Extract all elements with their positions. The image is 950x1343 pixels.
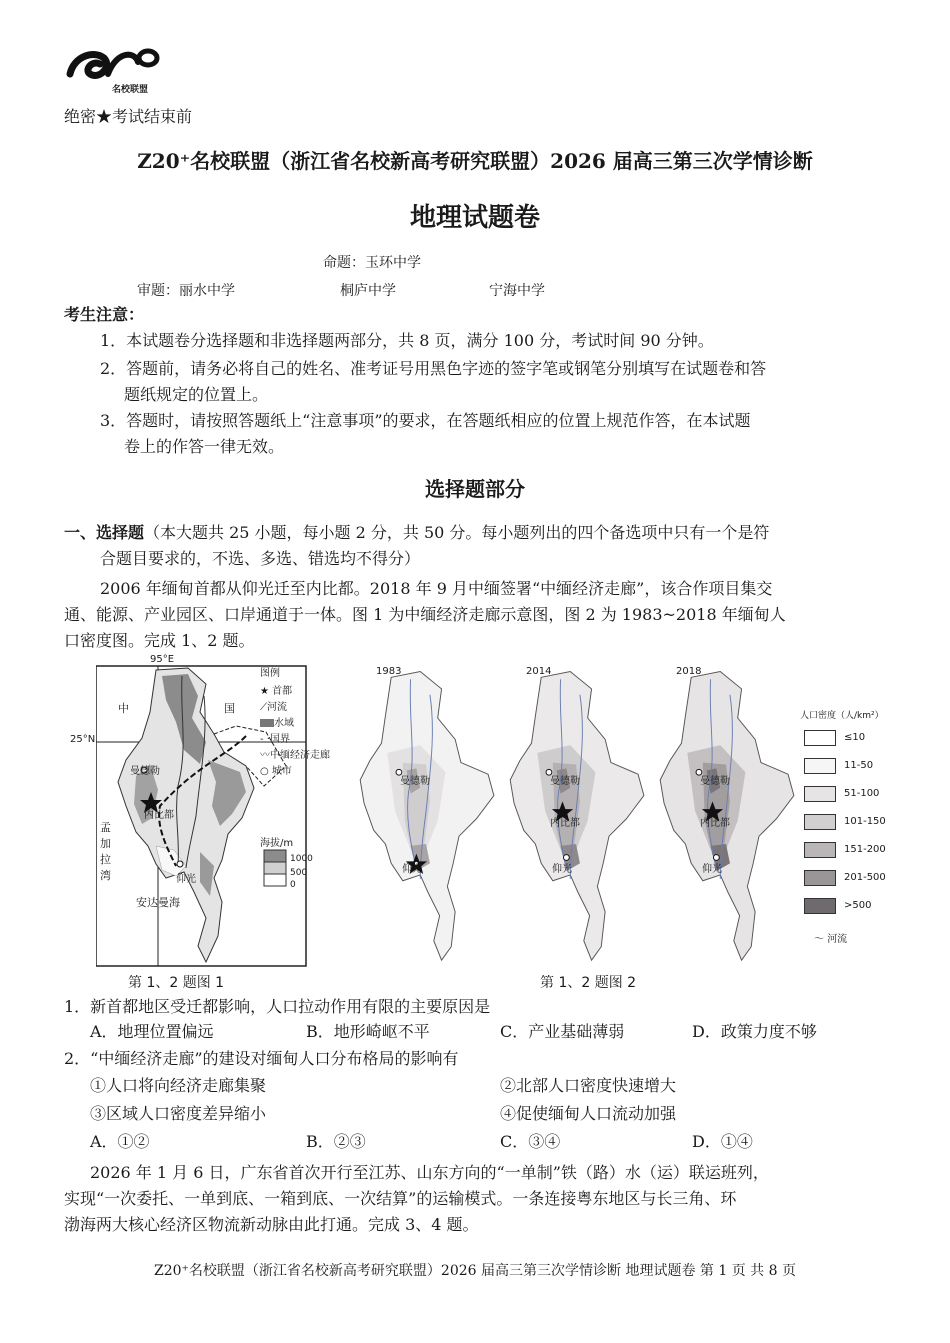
q2-item: ①人口将向经济走廊集聚 [90, 1076, 267, 1095]
density-map-2014 [500, 656, 656, 966]
city-icon: ○ [260, 766, 269, 777]
section-title: 选择题部分 [425, 477, 525, 501]
notice-item: 卷上的作答一律无效。 [124, 437, 285, 456]
question-1-stem: 1．新首都地区受迁都影响，人口拉动作用有限的主要原因是 [64, 997, 491, 1016]
legend-capital: ★ 首都 [260, 686, 293, 697]
density-swatch [804, 898, 836, 914]
density-label: 201-500 [844, 872, 886, 883]
density-map-1983 [350, 656, 506, 966]
city-label-yangon: 仰光 [702, 864, 722, 875]
passage2-line: 实现“一次委托、一单到底、一箱到底、一次结算”的运输模式。一条连接粤东地区与长三角、环 [64, 1189, 737, 1208]
page-footer: Z20⁺名校联盟（浙江省名校新高考研究联盟）2026 届高三第三次学情诊断 地理试题卷 第 1 页 共 8 页 [154, 1263, 796, 1279]
legend-title: 图例 [260, 668, 280, 679]
q2-option-d[interactable]: D．①④ [692, 1132, 753, 1151]
density-swatch [804, 842, 836, 858]
q1-option-d[interactable]: D．政策力度不够 [692, 1022, 817, 1041]
q1-option-c[interactable]: C．产业基础薄弱 [500, 1022, 625, 1041]
legend-river: ⟋河流 [260, 702, 287, 713]
section-heading-line2: 合题目要求的，不选、多选、错选均不得分） [100, 549, 421, 568]
elev-title: 海拔/m [260, 838, 294, 849]
city-label-naypyidaw: 内比都 [550, 818, 580, 829]
figure1-legend [260, 664, 350, 784]
section-heading-label: 一、选择题 [64, 523, 145, 542]
city-label-naypyidaw: 内比都 [700, 818, 730, 829]
map-year-label: 2014 [526, 666, 552, 677]
density-label: >500 [844, 900, 872, 911]
passage2-line: 2026 年 1 月 6 日，广东省首次开行至江苏、山东方向的“一单制”铁（路）水（运）联运班列， [90, 1163, 769, 1182]
author-line: 命题：玉环中学 [323, 255, 421, 271]
density-label: 101-150 [844, 816, 886, 827]
map-year-label: 1983 [376, 666, 402, 677]
figure1-caption: 第 1、2 题图 1 [128, 975, 225, 991]
water-icon [260, 719, 274, 727]
question-2-stem: 2．“中缅经济走廊”的建设对缅甸人口分布格局的影响有 [64, 1049, 459, 1068]
china-label: 国 [224, 702, 235, 715]
notice-item: 1．本试题卷分选择题和非选择题两部分，共 8 页，满分 100 分，考试时间 90 分钟。 [100, 331, 714, 350]
legend-water: 水域 [260, 714, 294, 729]
passage1-line: 通、能源、产业园区、口岸通道于一体。图 1 为中缅经济走廊示意图，图 2 为 1983~2018 年缅甸人 [64, 605, 786, 624]
section-heading [64, 520, 769, 546]
city-label-yangon: 仰光 [552, 864, 572, 875]
sea-label: 安达曼海 [136, 896, 180, 909]
reviewer-3: 宁海中学 [489, 283, 545, 299]
passage1-line: 口密度图。完成 1、2 题。 [64, 631, 255, 650]
elev-value: 500 [290, 868, 308, 878]
figure2-maps [346, 656, 796, 966]
border-icon: - · [260, 734, 270, 745]
section-heading-text: （本大题共 25 小题，每小题 2 分，共 50 分。每小题列出的四个备选项中只有一个是符 [144, 523, 770, 542]
density-label: 51-100 [844, 788, 880, 799]
city-label-mandalay: 曼德勒 [700, 776, 730, 787]
secret-label: 绝密★考试结束前 [64, 107, 193, 126]
logo [64, 44, 164, 100]
density-map-2018 [650, 656, 806, 966]
city-label-mandalay: 曼德勒 [400, 776, 430, 787]
notice-item: 题纸规定的位置上。 [124, 385, 269, 404]
subject-title: 地理试题卷 [409, 203, 540, 233]
city-label-mandalay: 曼德勒 [130, 766, 160, 777]
city-label-mandalay: 曼德勒 [550, 776, 580, 787]
exam-title: Z20⁺名校联盟（浙江省名校新高考研究联盟）2026 届高三第三次学情诊断 [137, 149, 813, 173]
density-swatch [804, 870, 836, 886]
china-label: 中 [118, 702, 129, 715]
density-label: 11-50 [844, 760, 874, 771]
legend-corridor: 〰中缅经济走廊 [260, 750, 330, 761]
q2-item: ③区域人口密度差异缩小 [90, 1104, 267, 1123]
city-label-naypyidaw: 内比都 [144, 810, 174, 821]
q2-option-b[interactable]: B．②③ [306, 1132, 366, 1151]
q2-item: ②北部人口密度快速增大 [500, 1076, 677, 1095]
reviewer-1: 审题：丽水中学 [137, 283, 235, 299]
density-legend-title: 人口密度（人/km²） [800, 711, 884, 721]
bay-label: 孟 加 拉 湾 [100, 821, 111, 882]
q2-option-c[interactable]: C．③④ [500, 1132, 561, 1151]
q2-item: ④促使缅甸人口流动加强 [500, 1104, 677, 1123]
passage1-line: 2006 年缅甸首都从仰光迁至内比都。2018 年 9 月中缅签署“中缅经济走廊”，该合作项目集交 [100, 579, 773, 598]
figure2-caption: 第 1、2 题图 2 [540, 975, 637, 991]
q2-option-a[interactable]: A．①② [90, 1132, 150, 1151]
river-icon: 〜 [814, 934, 824, 945]
logo-text: 名校联盟 [112, 85, 149, 95]
notice-title: 考生注意： [64, 305, 145, 324]
reviewer-2: 桐庐中学 [340, 283, 396, 299]
density-label: ≤10 [844, 732, 866, 743]
river-icon: ⟋ [260, 702, 267, 713]
elev-value: 1000 [290, 854, 313, 864]
lat-label: 25°N [70, 734, 96, 745]
city-label-yangon: 仰光 [402, 864, 422, 875]
legend-border: - ·国界 [260, 734, 290, 745]
density-swatch [804, 786, 836, 802]
star-icon: ★ [260, 686, 269, 697]
notice-item: 3．答题时，请按照答题纸上“注意事项”的要求，在答题纸相应的位置上规范作答，在本试题 [100, 411, 751, 430]
legend-river-2: 〜 河流 [814, 934, 848, 945]
passage2-line: 渤海两大核心经济区物流新动脉由此打通。完成 3、4 题。 [64, 1215, 479, 1234]
map-year-label: 2018 [676, 666, 702, 677]
legend-city: ○ 城市 [260, 766, 292, 777]
q1-option-b[interactable]: B．地形崎岖不平 [306, 1022, 430, 1041]
elev-value: 0 [290, 880, 296, 890]
density-label: 151-200 [844, 844, 886, 855]
lon-label: 95°E [150, 654, 175, 665]
figure2-legend [800, 708, 910, 958]
density-swatch [804, 814, 836, 830]
density-swatch [804, 758, 836, 774]
corridor-icon: 〰 [260, 750, 270, 761]
city-label-yangon: 仰光 [176, 874, 196, 885]
notice-item: 2．答题前，请务必将自己的姓名、准考证号用黑色字迹的签字笔或钢笔分别填写在试题卷和答 [100, 359, 767, 378]
q1-option-a[interactable]: A．地理位置偏远 [90, 1022, 214, 1041]
density-swatch [804, 730, 836, 746]
